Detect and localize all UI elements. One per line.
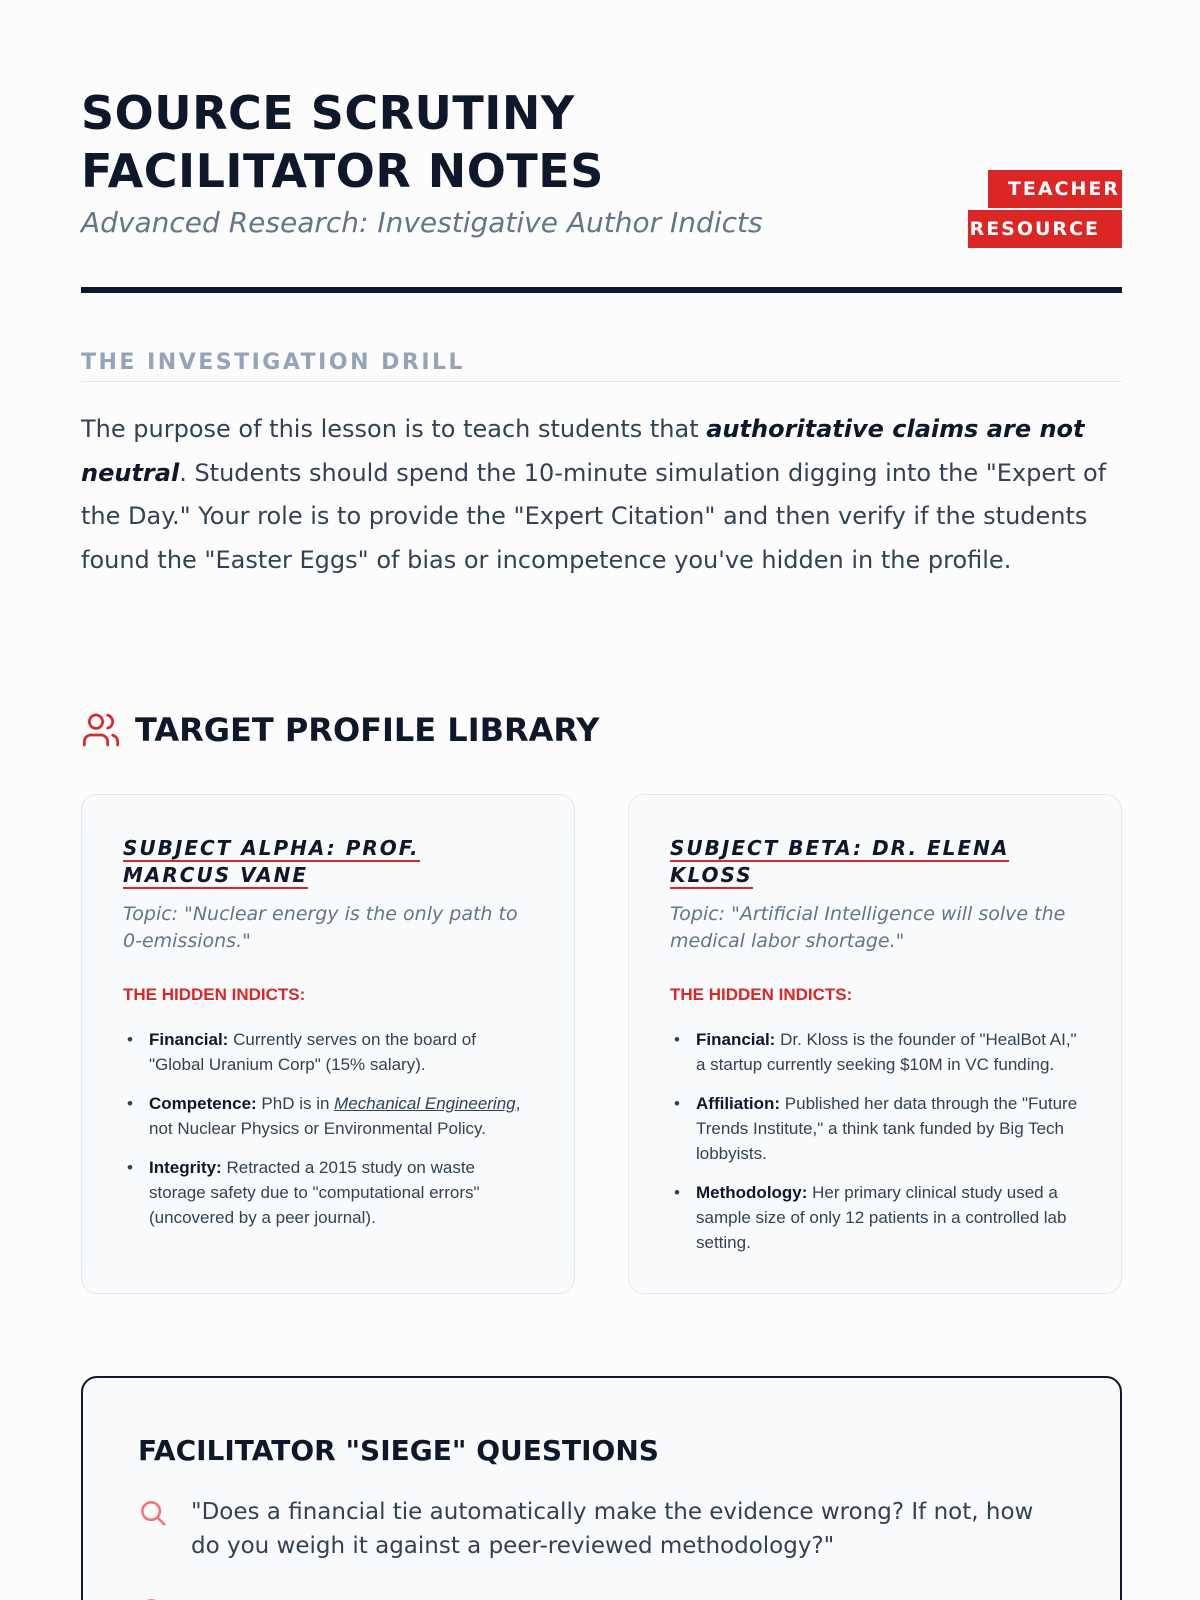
- list-item: [123, 1027, 534, 1077]
- profile-card-beta: [628, 794, 1122, 1294]
- header-divider: [81, 287, 1122, 293]
- item-text: , not Nuclear Physics or Environmental Policy.: [149, 1094, 521, 1138]
- siege-title: FACILITATOR "SIEGE" QUESTIONS: [138, 1434, 659, 1467]
- card-title-text: SUBJECT ALPHA: PROF. MARCUS VANE: [123, 836, 420, 887]
- item-underlined: Mechanical Engineering: [334, 1094, 516, 1113]
- card-topic: Topic: "Artificial Intelligence will solve the medical labor shortage.": [670, 903, 1066, 952]
- drill-section-label: THE INVESTIGATION DRILL: [81, 350, 1122, 382]
- card-title: [123, 835, 534, 889]
- item-text: Retracted a 2015 study on waste storage safety due to "computational errors" (uncovered by a peer journal).: [149, 1158, 480, 1227]
- siege-questions-box: [81, 1376, 1122, 1600]
- drill-text-before: The purpose of this lesson is to teach students that: [81, 415, 707, 443]
- drill-emphasis: authoritative claims are not neutral: [81, 415, 1085, 487]
- library-title: TARGET PROFILE LIBRARY: [135, 711, 600, 749]
- drill-paragraph: [81, 408, 1122, 582]
- search-icon: [138, 1498, 168, 1528]
- item-text: Currently serves on the board of "Global Uranium Corp" (15% salary).: [149, 1030, 476, 1074]
- item-label: Financial:: [696, 1030, 776, 1049]
- list-item: [670, 1180, 1081, 1255]
- item-label: Financial:: [149, 1030, 229, 1049]
- card-topic: Topic: "Nuclear energy is the only path to 0-emissions.": [123, 903, 518, 952]
- item-label: Methodology:: [696, 1183, 808, 1202]
- item-text-before: PhD is in: [256, 1094, 335, 1113]
- item-label: Affiliation:: [696, 1094, 781, 1113]
- library-heading: [81, 708, 599, 752]
- drill-text-after: . Students should spend the 10-minute simulation digging into the "Expert of the Day." Your role is to provide the "Expert Citation" and then verify if the students found the "Easter Eggs" of bias or incompetence you've hidden in the profile.: [81, 458, 1107, 574]
- question-text: "Does a financial tie automatically make the evidence wrong? If not, how do you weigh it against a peer-reviewed methodology?": [191, 1499, 1034, 1559]
- page-title: [81, 84, 781, 200]
- item-text: Dr. Kloss is the founder of "HealBot AI," a startup currently seeking $10M in VC funding.: [696, 1030, 1077, 1074]
- list-item: [670, 1027, 1081, 1077]
- profile-card-alpha: [81, 794, 575, 1294]
- card-title: [670, 835, 1081, 889]
- item-label: Competence:: [149, 1094, 257, 1113]
- indicts-label: THE HIDDEN INDICTS:: [123, 985, 306, 1004]
- badge-line-1: TEACHER: [988, 170, 1122, 208]
- list-item: [670, 1091, 1081, 1166]
- list-item: [123, 1091, 534, 1141]
- title-line-2: FACILITATOR NOTES: [81, 144, 604, 198]
- item-text: Her primary clinical study used a sample size of only 12 patients in a controlled lab setting.: [696, 1183, 1067, 1252]
- indicts-list: [123, 1027, 534, 1230]
- list-item: [123, 1155, 534, 1230]
- indicts-list: [670, 1027, 1081, 1255]
- page-subtitle: Advanced Research: Investigative Author Indicts: [81, 206, 763, 239]
- header: [81, 84, 1122, 294]
- title-line-1: SOURCE SCRUTINY: [81, 86, 575, 140]
- question-item: [138, 1495, 1065, 1563]
- card-title-text: SUBJECT BETA: DR. ELENA KLOSS: [670, 836, 1010, 887]
- search-icon: [138, 1596, 168, 1600]
- item-label: Integrity:: [149, 1158, 222, 1177]
- item-text: Published her data through the "Future Trends Institute," a think tank funded by Big Tech lobbyists.: [696, 1094, 1078, 1163]
- users-icon: [81, 710, 121, 750]
- badge-line-2: RESOURCE: [968, 210, 1122, 248]
- teacher-resource-badge: [962, 170, 1122, 250]
- indicts-label: THE HIDDEN INDICTS:: [670, 985, 853, 1004]
